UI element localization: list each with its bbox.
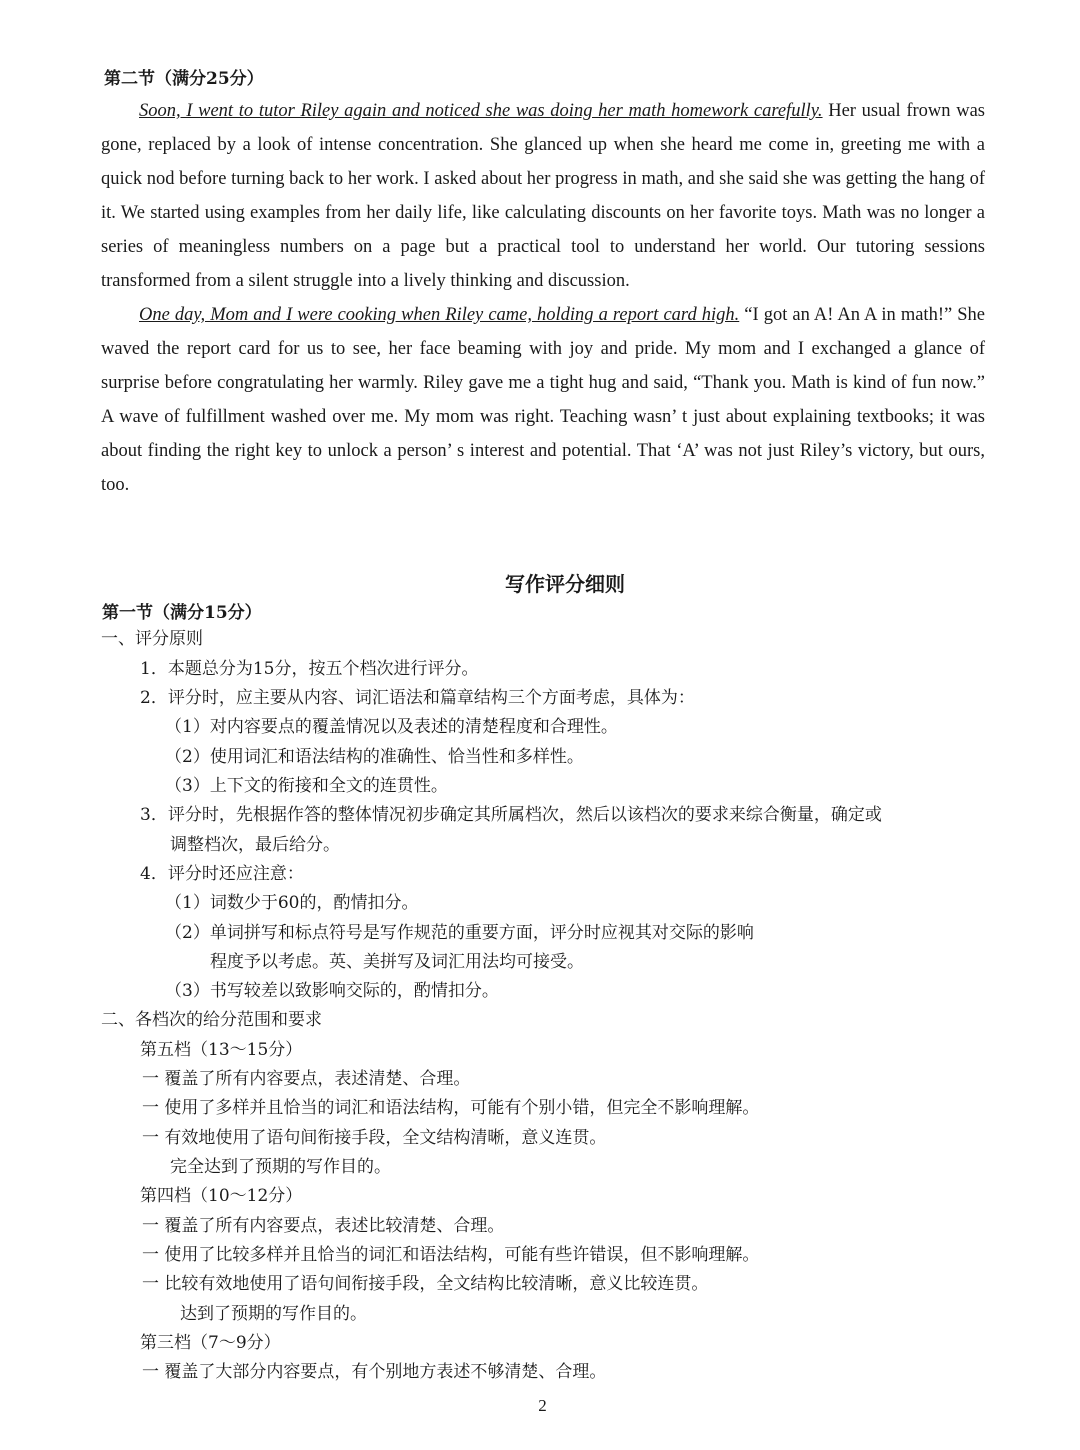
- rubric-line: （3）上下文的衔接和全文的连贯性。: [165, 776, 448, 796]
- rubric-line: 完全达到了预期的写作目的。: [170, 1157, 391, 1177]
- rubric-line: 一 比较有效地使用了语句间衔接手段，全文结构比较清晰，意义比较连贯。: [142, 1274, 709, 1294]
- section-heading-part2: 第二节（满分25分）: [104, 69, 264, 89]
- rubric-line: （2）单词拼写和标点符号是写作规范的重要方面，评分时应视其对交际的影响: [165, 923, 754, 943]
- section-heading-part1: 第一节（满分15分）: [102, 603, 262, 623]
- rubric-line: （1）对内容要点的覆盖情况以及表述的清楚程度和合理性。: [165, 717, 618, 737]
- rubric-title: 写作评分细则: [505, 572, 625, 596]
- rubric-line: 一 使用了多样并且恰当的词汇和语法结构，可能有个别小错，但完全不影响理解。: [142, 1098, 760, 1118]
- rubric-line: 2．评分时，应主要从内容、词汇语法和篇章结构三个方面考虑，具体为：: [140, 688, 695, 708]
- rubric-line: 一 有效地使用了语句间衔接手段，全文结构清晰，意义连贯。: [142, 1128, 607, 1148]
- paragraph-2-body: “I got an A! An A in math!” She waved the report card for us to see, her face beaming with joy and pride. My mom and I exchanged a glance of surprise before congratulating her warmly. Riley gave me a tight hug and said, “Thank you. Math is kind of fun now.” A wave of fulfillment washed over me. My mom was right. Teaching wasn’ t just about explaining textbooks; it was about finding the right key to unlock a person’ s interest and potential. That ‘A’ was not just Riley’s victory, but ours, too.: [101, 305, 985, 495]
- rubric-line: 程度予以考虑。英、美拼写及词汇用法均可接受。: [210, 952, 584, 972]
- paragraph-1-lead: Soon, I went to tutor Riley again and noticed she was doing her math homework carefully.: [139, 101, 823, 121]
- rubric-line: 调整档次，最后给分。: [170, 835, 340, 855]
- rubric-line: 一 覆盖了所有内容要点，表述比较清楚、合理。: [142, 1216, 505, 1236]
- rubric-line: 3．评分时，先根据作答的整体情况初步确定其所属档次，然后以该档次的要求来综合衡量，确定或: [140, 805, 882, 825]
- paragraph-1-body: Her usual frown was gone, replaced by a look of intense concentration. She glanced up when she heard me come in, greeting me with a quick nod before turning back to her work. I asked about her progress in math, and she said she was getting the hang of it. We started using examples from her daily life, like calculating discounts on her favorite toys. Math was no longer a series of meaningless numbers on a page but a practical tool to understand her world. Our tutoring sessions transformed from a silent struggle into a lively thinking and discussion.: [101, 101, 985, 291]
- paragraph-2-lead: One day, Mom and I were cooking when Riley came, holding a report card high.: [139, 305, 740, 325]
- rubric-line: 第四档（10～12分）: [140, 1186, 303, 1206]
- paragraph-2: [101, 298, 985, 502]
- rubric-line: 一、评分原则: [101, 629, 203, 649]
- rubric-line: 一 覆盖了大部分内容要点，有个别地方表述不够清楚、合理。: [142, 1362, 607, 1382]
- rubric-line: 第三档（7～9分）: [140, 1333, 281, 1353]
- page-number: 2: [538, 1396, 547, 1415]
- rubric-line: （3）书写较差以致影响交际的，酌情扣分。: [165, 981, 499, 1001]
- rubric-line: （2）使用词汇和语法结构的准确性、恰当性和多样性。: [165, 747, 584, 767]
- rubric-line: （1）词数少于60的，酌情扣分。: [165, 893, 419, 913]
- rubric-line: 一 覆盖了所有内容要点，表述清楚、合理。: [142, 1069, 471, 1089]
- paragraph-1: [101, 94, 985, 298]
- rubric-line: 4．评分时还应注意：: [140, 864, 304, 884]
- rubric-line: 二、各档次的给分范围和要求: [101, 1010, 322, 1030]
- rubric-line: 一 使用了比较多样并且恰当的词汇和语法结构，可能有些许错误，但不影响理解。: [142, 1245, 760, 1265]
- rubric-line: 1．本题总分为15分，按五个档次进行评分。: [140, 659, 479, 679]
- rubric-line: 达到了预期的写作目的。: [180, 1304, 367, 1324]
- rubric-line: 第五档（13～15分）: [140, 1040, 303, 1060]
